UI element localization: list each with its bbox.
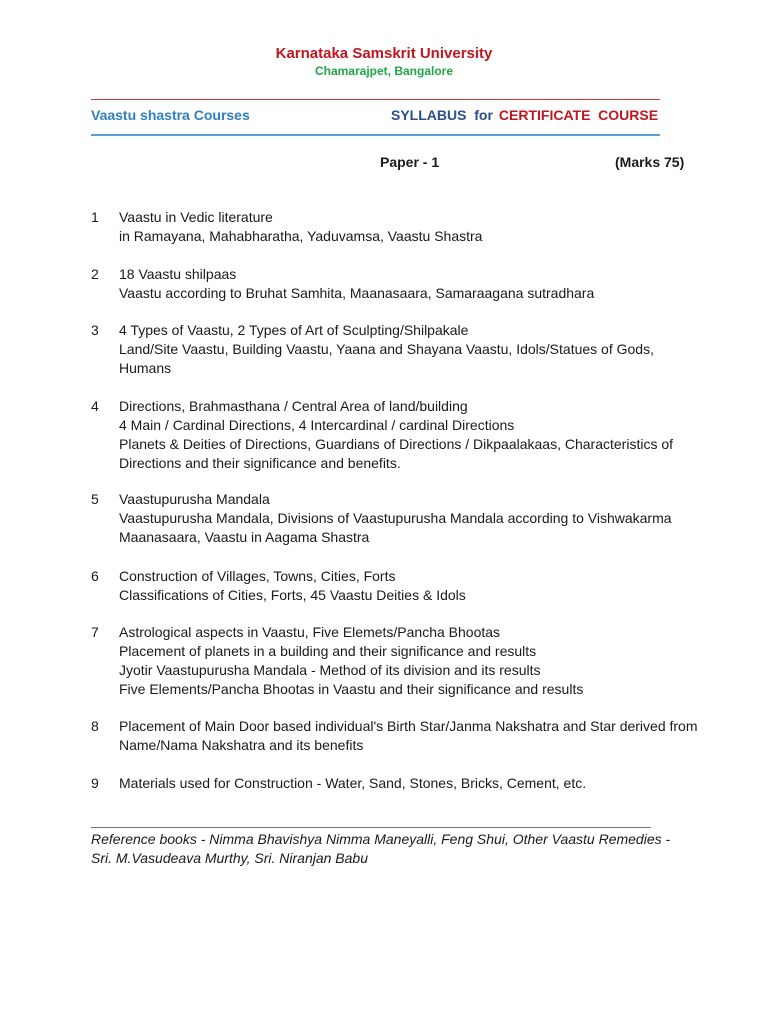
- courses-heading: Vaastu shastra Courses: [91, 107, 250, 123]
- item-line: Classifications of Cities, Forts, 45 Vaastu Deities & Idols: [119, 587, 466, 603]
- item-content: [119, 623, 711, 699]
- item-content: [119, 321, 711, 378]
- item-line: Land/Site Vaastu, Building Vaastu, Yaana and Shayana Vaastu, Idols/Statues of Gods,: [119, 341, 654, 357]
- item-line: in Ramayana, Mahabharatha, Yaduvamsa, Vaastu Shastra: [119, 228, 483, 244]
- item-line: Placement of planets in a building and their significance and results: [119, 643, 537, 659]
- item-line: 4 Main / Cardinal Directions, 4 Intercardinal / cardinal Directions: [119, 417, 515, 433]
- item-line: Directions and their significance and benefits.: [119, 455, 401, 471]
- item-number: 3: [91, 322, 99, 338]
- syllabus-item: [91, 567, 711, 605]
- marks-label: (Marks 75): [615, 154, 685, 170]
- item-number: 6: [91, 568, 99, 584]
- item-number: 5: [91, 491, 99, 507]
- syllabus-item: [91, 208, 711, 246]
- item-line: Vaastu in Vedic literature: [119, 209, 273, 225]
- item-content: [119, 717, 711, 755]
- syllabus-item: [91, 397, 711, 473]
- item-line: Name/Nama Nakshatra and its benefits: [119, 737, 364, 753]
- university-name: Karnataka Samskrit University: [275, 45, 493, 62]
- item-line: Construction of Villages, Towns, Cities, Forts: [119, 568, 396, 584]
- item-content: [119, 490, 711, 547]
- item-line: Placement of Main Door based individual's Birth Star/Janma Nakshatra and Star derived from: [119, 718, 698, 734]
- item-content: [119, 774, 711, 793]
- header-divider-red: [91, 99, 660, 100]
- item-number: 2: [91, 266, 99, 282]
- item-content: [119, 265, 711, 303]
- course-type-label: CERTIFICATE COURSE: [498, 107, 659, 123]
- item-number: 9: [91, 775, 99, 791]
- reference-divider: [91, 827, 651, 828]
- syllabus-item: [91, 774, 711, 793]
- item-line: Five Elements/Pancha Bhootas in Vaastu and their significance and results: [119, 681, 584, 697]
- item-line: Directions, Brahmasthana / Central Area of land/building: [119, 398, 468, 414]
- item-line: Vaastupurusha Mandala, Divisions of Vaastupurusha Mandala according to Vishwakarma: [119, 510, 672, 526]
- item-number: 4: [91, 398, 99, 414]
- item-number: 1: [91, 209, 99, 225]
- item-line: Astrological aspects in Vaastu, Five Elemets/Pancha Bhootas: [119, 624, 501, 640]
- syllabus-for-label: SYLLABUS for: [391, 107, 493, 123]
- syllabus-item: [91, 265, 711, 303]
- header-divider-blue: [91, 134, 660, 136]
- reference-books: [91, 830, 691, 868]
- item-line: Maanasaara, Vaastu in Aagama Shastra: [119, 529, 370, 545]
- university-location: Chamarajpet, Bangalore: [314, 64, 454, 78]
- item-line: 18 Vaastu shilpaas: [119, 266, 237, 282]
- item-content: [119, 567, 711, 605]
- item-content: [119, 397, 711, 473]
- syllabus-item: [91, 490, 711, 547]
- syllabus-item: [91, 717, 711, 755]
- item-line: Planets & Deities of Directions, Guardians of Directions / Dikpaalakaas, Characteristics of: [119, 436, 674, 452]
- paper-label: Paper - 1: [380, 154, 440, 170]
- item-line: 4 Types of Vaastu, 2 Types of Art of Sculpting/Shilpakale: [119, 322, 469, 338]
- item-line: Vaastu according to Bruhat Samhita, Maanasaara, Samaraagana sutradhara: [119, 285, 595, 301]
- syllabus-item: [91, 623, 711, 699]
- item-content: [119, 208, 711, 246]
- reference-line: Reference books - Nimma Bhavishya Nimma Maneyalli, Feng Shui, Other Vaastu Remedies -: [91, 831, 671, 847]
- item-number: 7: [91, 624, 99, 640]
- item-line: Jyotir Vaastupurusha Mandala - Method of its division and its results: [119, 662, 541, 678]
- reference-line: Sri. M.Vasudeava Murthy, Sri. Niranjan Babu: [91, 850, 369, 866]
- item-line: Humans: [119, 360, 172, 376]
- item-line: Materials used for Construction - Water, Sand, Stones, Bricks, Cement, etc.: [119, 775, 587, 791]
- item-number: 8: [91, 718, 99, 734]
- syllabus-item: [91, 321, 711, 378]
- syllabus-heading: [391, 107, 658, 123]
- item-line: Vaastupurusha Mandala: [119, 491, 270, 507]
